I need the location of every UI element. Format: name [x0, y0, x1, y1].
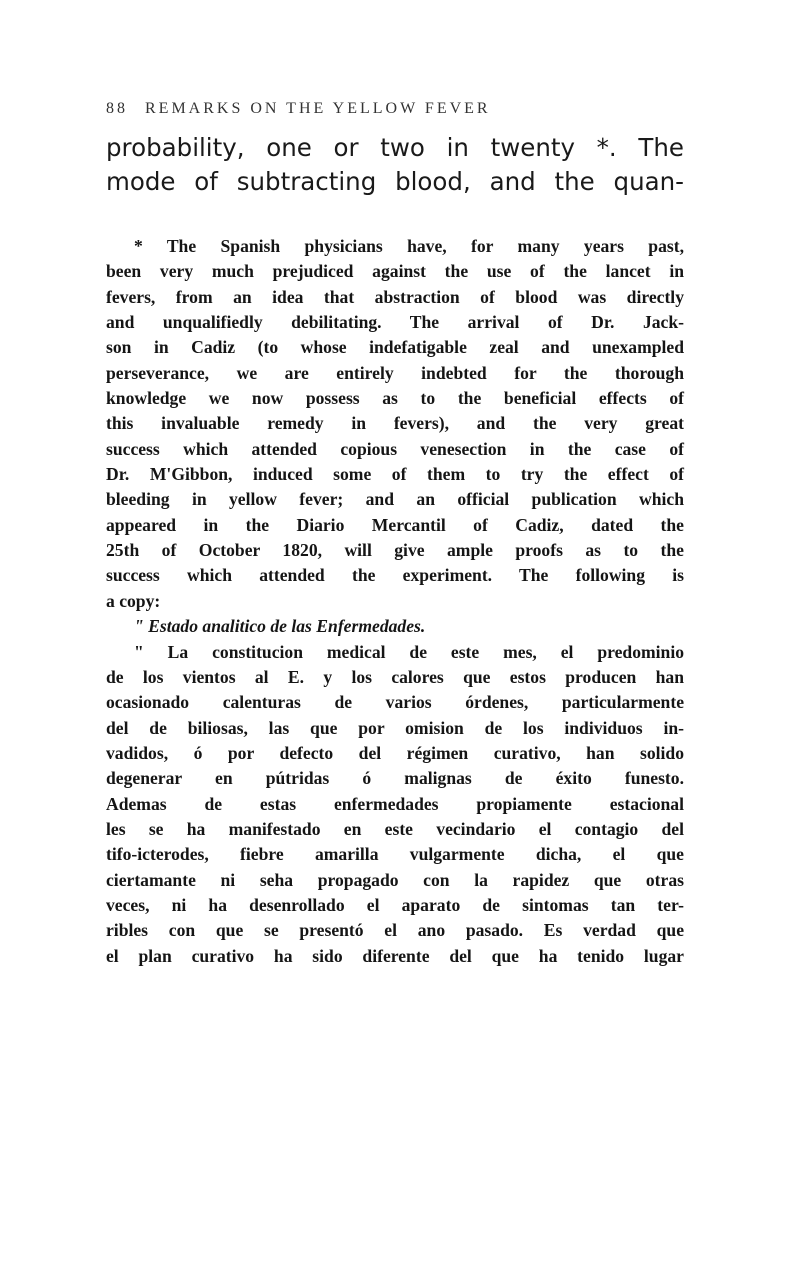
body-text: [106, 131, 684, 199]
footnote-line: veces, ni ha desenrollado el aparato de sintomas tan ter-: [106, 894, 684, 915]
footnote-line: les se ha manifestado en este vecindario el contagio del: [106, 818, 684, 839]
footnote-line: bleeding in yellow fever; and an official publication which: [106, 489, 684, 510]
footnote-line: been very much prejudiced against the use of the lancet in: [106, 261, 684, 282]
footnote-line: ribles con que se presentó el ano pasado. Es verdad que: [106, 920, 684, 941]
body-line: probability, one or two in twenty *. The: [106, 133, 684, 162]
footnote-line: success which attended the experiment. The following is: [106, 565, 684, 586]
footnote-line: appeared in the Diario Mercantil of Cadiz, dated the: [106, 514, 684, 535]
footnote-line: success which attended copious venesection in the case of: [106, 438, 684, 459]
footnote-line: * The Spanish physicians have, for many years past,: [134, 236, 684, 256]
footnote-line: degenerar en pútridas ó malignas de éxito funesto.: [106, 768, 684, 789]
footnote-line: del de biliosas, las que por omision de los individuos in-: [106, 717, 684, 738]
footnote-line: Dr. M'Gibbon, induced some of them to try the effect of: [106, 464, 684, 485]
footnote-quote-heading: " Estado analitico de las Enfermedades.: [134, 616, 426, 637]
footnote-line: a copy:: [106, 590, 161, 611]
page-number: 88: [106, 100, 128, 117]
footnote-line: son in Cadiz (to whose indefatigable zeal and unexampled: [106, 337, 684, 358]
running-head: [106, 100, 491, 118]
footnote-line: ocasionado calenturas de varios órdenes, particularmente: [106, 692, 684, 713]
body-line: mode of subtracting blood, and the quan-: [106, 167, 684, 196]
footnote-line: Ademas de estas enfermedades propiamente estacional: [106, 793, 684, 814]
footnote-line: tifo-icterodes, fiebre amarilla vulgarmente dicha, el que: [106, 844, 684, 865]
footnote-line: el plan curativo ha sido diferente del que ha tenido lugar: [106, 945, 684, 966]
footnote-line: this invaluable remedy in fevers), and the very great: [106, 413, 684, 434]
footnote-line: vadidos, ó por defecto del régimen curativo, han solido: [106, 742, 684, 763]
footnote-line: de los vientos al E. y los calores que estos producen han: [106, 666, 684, 687]
footnote-line: and unqualifiedly debilitating. The arrival of Dr. Jack-: [106, 312, 684, 333]
footnote-line: ciertamante ni seha propagado con la rapidez que otras: [106, 869, 684, 890]
footnote: [106, 234, 684, 969]
footnote-line: fevers, from an idea that abstraction of blood was directly: [106, 286, 684, 307]
footnote-line: perseverance, we are entirely indebted for the thorough: [106, 362, 684, 383]
footnote-line: knowledge we now possess as to the beneficial effects of: [106, 388, 684, 409]
footnote-line: " La constitucion medical de este mes, el predominio: [134, 641, 684, 662]
footnote-line: 25th of October 1820, will give ample proofs as to the: [106, 540, 684, 561]
running-title: REMARKS ON THE YELLOW FEVER: [145, 100, 491, 117]
